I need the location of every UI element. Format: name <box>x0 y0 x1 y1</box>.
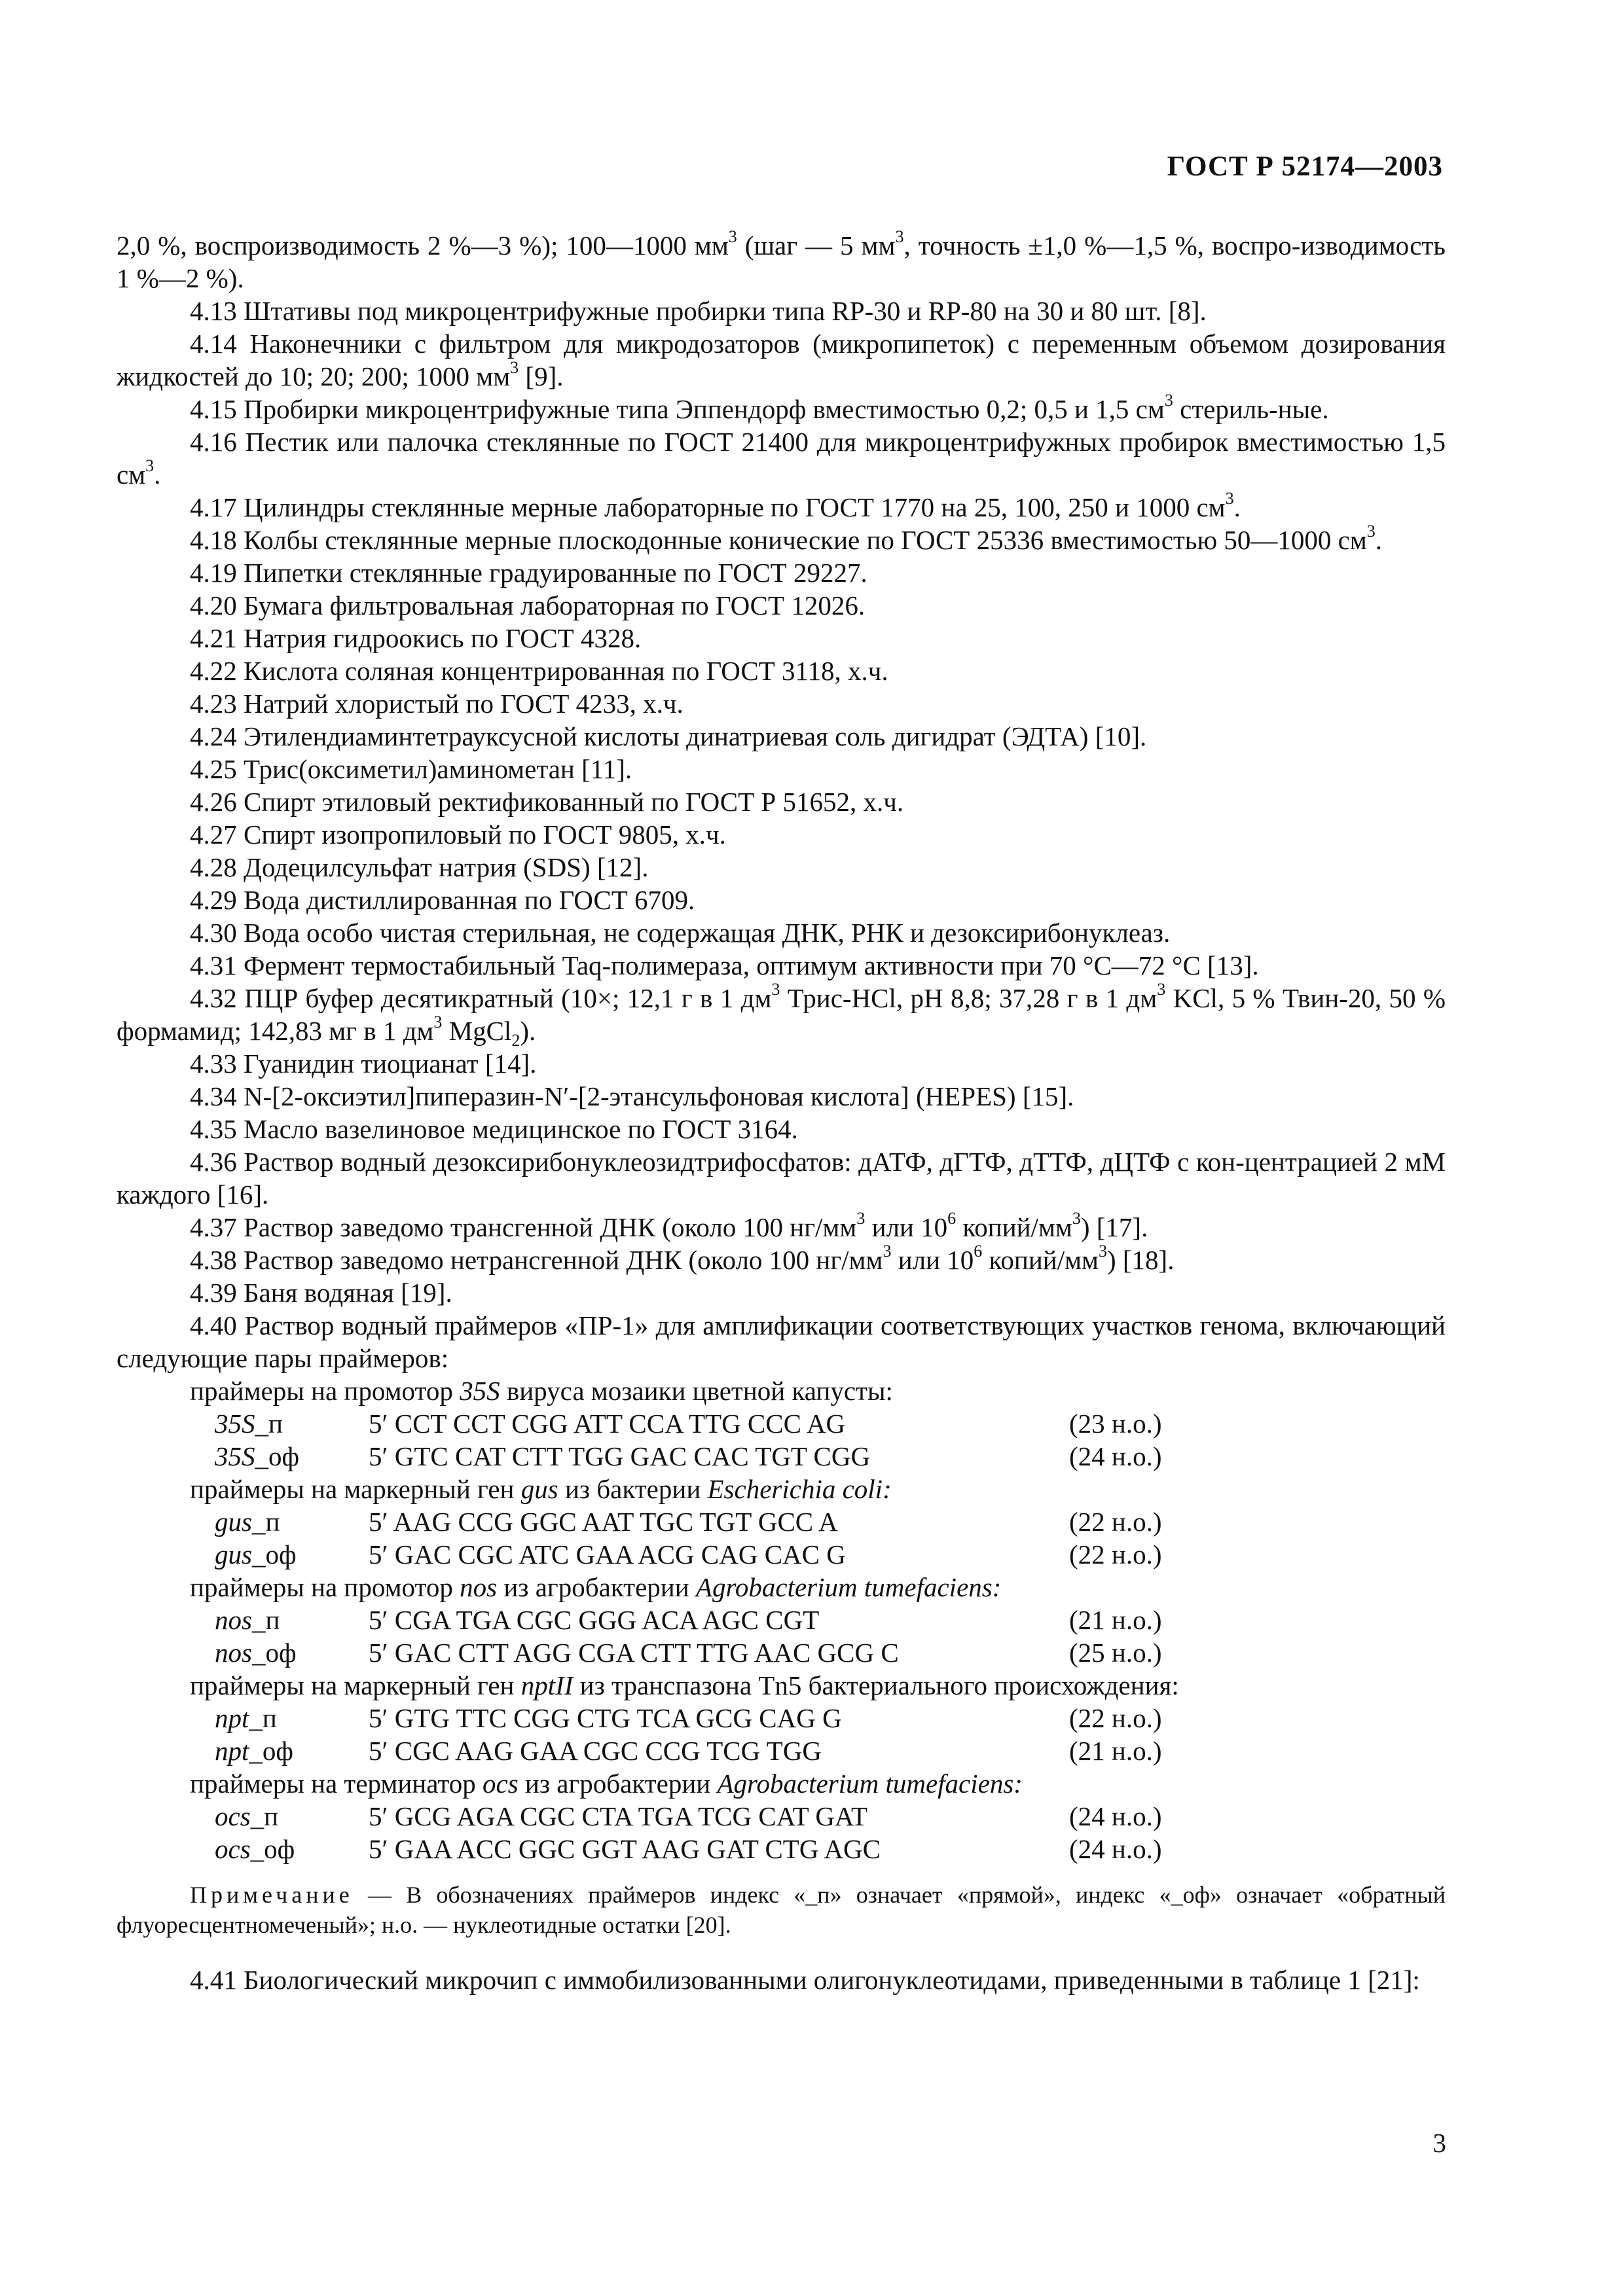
item-4-13: 4.13 Штативы под микроцентрифужные пробирки типа RP-30 и RP-80 на 30 и 80 шт. [8]. <box>190 296 1207 326</box>
item-4-19: 4.19 Пипетки стеклянные градуированные по ГОСТ 29227. <box>190 558 867 588</box>
item-4-17: 4.17 Цилиндры стеклянные мерные лабораторные по ГОСТ 1770 на 25, 100, 250 и 1000 $см^3$. <box>190 489 1241 522</box>
item-4-41: 4.41 Биологический микрочип с иммобилизованными олигонуклеотидами, приведенными в таблице 1 [21]: <box>190 1965 1420 1995</box>
document-body <box>117 229 1446 1996</box>
primer-row: npt_оф 5′ CGC AAG GAA CGC CCG TCG TGG (21 н.о.) <box>215 1736 1162 1766</box>
primer-row: nos_п 5′ CGA TGA CGC GGG ACA AGC CGT (21 н.о.) <box>215 1605 1162 1635</box>
item-4-34: 4.34 N-[2-оксиэтил]пиперазин-N′-[2-этансульфоновая кислота] (HEPES) [15]. <box>190 1081 1074 1111</box>
item-4-25: 4.25 Трис(оксиметил)аминометан [11]. <box>190 754 632 784</box>
page-number: 3 <box>1432 2128 1446 2158</box>
item-4-26: 4.26 Спирт этиловый ректификованный по ГОСТ Р 51652, х.ч. <box>190 787 904 817</box>
item-4-20: 4.20 Бумага фильтровальная лабораторная по ГОСТ 12026. <box>190 590 866 620</box>
note-paragraph <box>117 1880 1446 1940</box>
primer-row: 35S_п 5′ CCT CCT CGG ATT CCA TTG CCC AG (23 н.о.) <box>215 1408 1162 1439</box>
item-4-15: 4.15 Пробирки микроцентрифужные типа Эппендорф вместимостью 0,2; 0,5 и 1,5 $см^3$ стериль-ные. <box>190 391 1329 424</box>
primer-row: 35S_оф 5′ GTC CAT CTT TGG GAC CAC TGT CGG (24 н.о.) <box>215 1441 1162 1471</box>
note-text: — В обозначениях праймеров индекс «_п» означает «прямой», индекс «_оф» означает «обратный флуоресцентномеченый»; н.о. — нуклеотидные остатки [20]. <box>117 1882 1446 1938</box>
item-4-14: 4.14 Наконечники с фильтром для микродозаторов (микропипеток) с переменным объемом дозирования жидкостей до 10; 20; 200; 1000 $мм^3$ [9]. <box>117 329 1446 391</box>
item-4-36: 4.36 Раствор водный дезоксирибонуклеозидтрифосфатов: дАТФ, дГТФ, дТТФ, дЦТФ с кон-центрацией 2 мМ каждого [16]. <box>117 1147 1446 1210</box>
primer-row: gus_оф 5′ GAC CGC ATC GAA ACG CAG CAC G (22 н.о.) <box>215 1539 1162 1570</box>
item-4-23: 4.23 Натрий хлористый по ГОСТ 4233, х.ч. <box>190 689 684 719</box>
primer-row: gus_п 5′ AAG CCG GGC AAT TGC TGT GCC A (22 н.о.) <box>215 1507 1162 1537</box>
item-4-16: 4.16 Пестик или палочка стеклянные по ГОСТ 21400 для микроцентрифужных пробирок вместимостью 1,5 $см^3$. <box>117 427 1446 490</box>
item-4-22: 4.22 Кислота соляная концентрированная по ГОСТ 3118, х.ч. <box>190 656 888 686</box>
primer-row: npt_п 5′ GTG TTC CGG CTG TCA GCG CAG G (22 н.о.) <box>215 1703 1162 1733</box>
primer-group-heading: праймеры на терминатор ocs из агробактерии Agrobacterium tumefaciens: <box>190 1768 1023 1799</box>
item-4-27: 4.27 Спирт изопропиловый по ГОСТ 9805, х.ч. <box>190 819 726 850</box>
primer-row: nos_оф 5′ GAC CTT AGG CGA CTT TTG AAC GCG C (25 н.о.) <box>215 1638 1162 1668</box>
item-4-37: 4.37 Раствор заведомо трансгенной ДНК (около 100 $нг/мм^3$ или $10^6$ копий/$мм^3$) [17]. <box>190 1209 1148 1242</box>
item-4-21: 4.21 Натрия гидроокись по ГОСТ 4328. <box>190 623 642 653</box>
item-4-35: 4.35 Масло вазелиновое медицинское по ГОСТ 3164. <box>190 1114 798 1144</box>
primer-group-heading: праймеры на промотор nos из агробактерии Agrobacterium tumefaciens: <box>190 1572 1002 1602</box>
item-4-39: 4.39 Баня водяная [19]. <box>190 1278 452 1308</box>
item-4-38: 4.38 Раствор заведомо нетрансгенной ДНК (около 100 $нг/мм^3$ или $10^6$ копий/$мм^3$) [18]. <box>190 1242 1175 1275</box>
primer-row: ocs_оф 5′ GAA ACC GGC GGT AAG GAT CTG AGC (24 н.о.) <box>215 1834 1162 1864</box>
primer-group-heading: праймеры на маркерный ген nptII из транспазона Tn5 бактериального происхождения: <box>190 1670 1179 1700</box>
item-4-28: 4.28 Додецилсульфат натрия (SDS) [12]. <box>190 852 649 882</box>
item-4-32: 4.32 ПЦР буфер десятикратный (10×; 12,1 г в 1 $дм^3$ Трис-HCl, pH 8,8; 37,28 г в 1 $дм^3$ KCl, 5 % Твин-20, 50 % формамид; 142,83 мг в 1 $дм^3$ MgCl$_2$). <box>117 980 1446 1050</box>
item-4-30: 4.30 Вода особо чистая стерильная, не содержащая ДНК, РНК и дезоксирибонуклеаз. <box>190 918 1171 948</box>
primer-group-heading: праймеры на промотор 35S вируса мозаики цветной капусты: <box>190 1376 893 1406</box>
item-4-24: 4.24 Этилендиаминтетрауксусной кислоты динатриевая соль дигидрат (ЭДТА) [10]. <box>190 721 1147 751</box>
item-4-40: 4.40 Раствор водный праймеров «ПР-1» для амплификации соответствующих участков генома, включающий следующие пары праймеров: <box>117 1310 1446 1373</box>
item-4-18: 4.18 Колбы стеклянные мерные плоскодонные конические по ГОСТ 25336 вместимостью 50—1000 $см^3$. <box>190 522 1383 555</box>
item-4-31: 4.31 Фермент термостабильный Taq-полимераза, оптимум активности при 70 °С—72 °С [13]. <box>190 950 1259 980</box>
item-4-33: 4.33 Гуанидин тиоцианат [14]. <box>190 1049 537 1079</box>
primer-row: ocs_п 5′ GCG AGA CGC CTA TGA TCG CAT GAT (24 н.о.) <box>215 1801 1162 1831</box>
item-4-29: 4.29 Вода дистиллированная по ГОСТ 6709. <box>190 885 695 915</box>
primer-group-heading: праймеры на маркерный ген gus из бактерии Escherichia coli: <box>190 1474 892 1504</box>
note-label: Примечание <box>190 1882 354 1908</box>
document-header: ГОСТ Р 52174—2003 <box>1167 151 1443 182</box>
intro-paragraph: 2,0 %, воспроизводимость 2 %—3 %); 100—1000 $мм^3$ (шаг — 5 $мм^3$, точность ±1,0 %—1,5 %, воспро-изводимость 1 %—2 %). <box>117 227 1446 293</box>
